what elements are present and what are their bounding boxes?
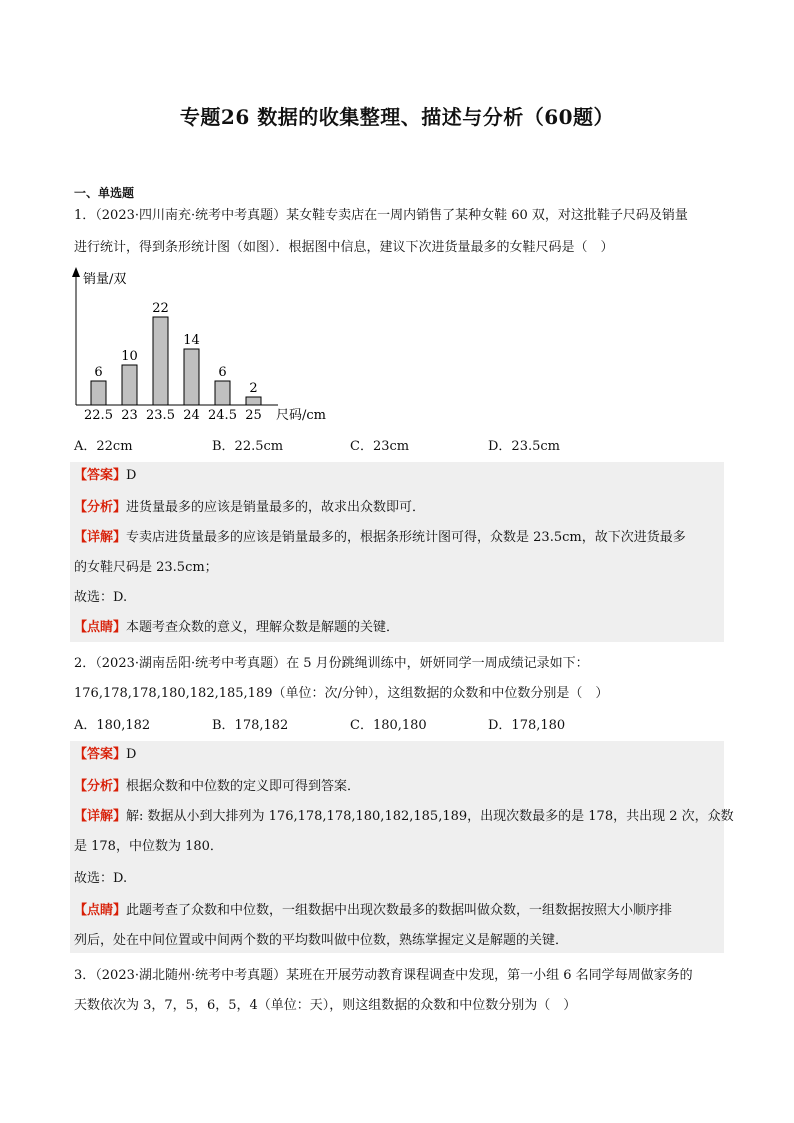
- q2-comment-cont: 列后，处在中间位置或中间两个数的平均数叫做中位数，熟练掌握定义是解题的关键．: [74, 933, 569, 948]
- y-axis-arrow: [72, 267, 80, 277]
- q3-stem-line-1: 3．（2023·湖北随州·统考中考真题）某班在开展劳动教育课程调查中发现，第一小组 6 名同学每周做家务的: [74, 968, 693, 983]
- q1-options: [74, 435, 724, 455]
- bar-25: [246, 397, 261, 405]
- q2-analysis: 【分析】根据众数和中位数的定义即可得到答案．: [74, 779, 361, 794]
- q2-detail: 【详解】解: 数据从小到大排列为 176,178,178,180,182,185,189，出现次数最多的是 178，共出现 2 次，众数: [74, 809, 734, 824]
- q3-stem-line-2: 天数依次为 3，7，5，6，5，4（单位：天），则这组数据的众数和中位数分别为（ ）: [74, 998, 577, 1013]
- q1-detail: 【详解】专卖店进货量最多的应该是销量最多的，根据条形统计图可得，众数是 23.5cm，故下次进货最多: [74, 530, 686, 545]
- page-title: 专题26 数据的收集整理、描述与分析（60题）: [179, 105, 615, 129]
- section-title: 一、单选题: [74, 186, 135, 200]
- q2-stem-line-2: 176,178,178,180,182,185,189（单位：次/分钟），这组数据的众数和中位数分别是（ ）: [74, 686, 609, 701]
- x-tick-label: 23.5: [146, 408, 175, 423]
- bar-chart: [60, 265, 360, 425]
- q1-analysis: 【分析】进货量最多的应该是销量最多的，故求出众数即可．: [74, 500, 426, 515]
- x-tick-label: 22.5: [84, 408, 113, 423]
- q1-detail-cont: 的女鞋尺码是 23.5cm；: [74, 560, 218, 575]
- q2-option-c[interactable]: C．180,180: [350, 718, 427, 733]
- bar-value-label: 2: [249, 381, 258, 396]
- q2-detail-cont: 是 178，中位数为 180．: [74, 839, 223, 854]
- q1-option-c[interactable]: C．23cm: [350, 439, 410, 454]
- q1-stem-line-1: 1．（2023·四川南充·统考中考真题）某女鞋专卖店在一周内销售了某种女鞋 60 双，对这批鞋子尺码及销量: [74, 208, 688, 223]
- bar-22.5: [91, 381, 106, 405]
- y-axis-label: 销量/双: [83, 272, 127, 287]
- bar-24.5: [215, 381, 230, 405]
- bar-value-label: 6: [94, 365, 103, 380]
- q1-comment: 【点睛】本题考查众数的意义，理解众数是解题的关键．: [74, 620, 400, 635]
- q2-stem-line-1: 2．（2023·湖南岳阳·统考中考真题）在 5 月份跳绳训练中，妍妍同学一周成绩记录如下：: [74, 656, 589, 671]
- q2-option-a[interactable]: A．180,182: [74, 718, 151, 733]
- bar-value-label: 22: [152, 301, 169, 316]
- q1-option-a[interactable]: A．22cm: [74, 439, 133, 454]
- q2-option-d[interactable]: D．178,180: [488, 718, 566, 733]
- q2-solution-block: [70, 741, 734, 953]
- q2-comment: 【点睛】此题考查了众数和中位数，一组数据中出现次数最多的数据叫做众数，一组数据按照大小顺序排: [74, 903, 673, 918]
- x-tick-label: 23: [121, 408, 138, 423]
- q1-choice: 故选：D.: [74, 590, 128, 605]
- bar-value-label: 10: [121, 349, 138, 364]
- q2-answer: 【答案】D: [74, 747, 137, 762]
- q1-answer: 【答案】D: [74, 468, 137, 483]
- q1-option-d[interactable]: D．23.5cm: [488, 439, 560, 454]
- q1-option-b[interactable]: B．22.5cm: [212, 439, 284, 454]
- bar-23: [122, 365, 137, 405]
- q2-choice: 故选：D.: [74, 871, 128, 886]
- x-axis-label: 尺码/cm: [276, 408, 326, 423]
- x-tick-label: 25: [245, 408, 262, 423]
- q1-solution-block: [70, 462, 724, 642]
- bar-value-label: 14: [183, 333, 200, 348]
- q2-option-b[interactable]: B．178,182: [212, 718, 289, 733]
- q1-stem-line-2: 进行统计，得到条形统计图（如图）．根据图中信息，建议下次进货量最多的女鞋尺码是（ ）: [74, 240, 614, 255]
- bar-24: [184, 349, 199, 405]
- x-tick-label: 24.5: [208, 408, 237, 423]
- bar-value-label: 6: [218, 365, 227, 380]
- x-tick-label: 24: [183, 408, 200, 423]
- q2-options: [74, 714, 724, 734]
- bar-23.5: [153, 317, 168, 405]
